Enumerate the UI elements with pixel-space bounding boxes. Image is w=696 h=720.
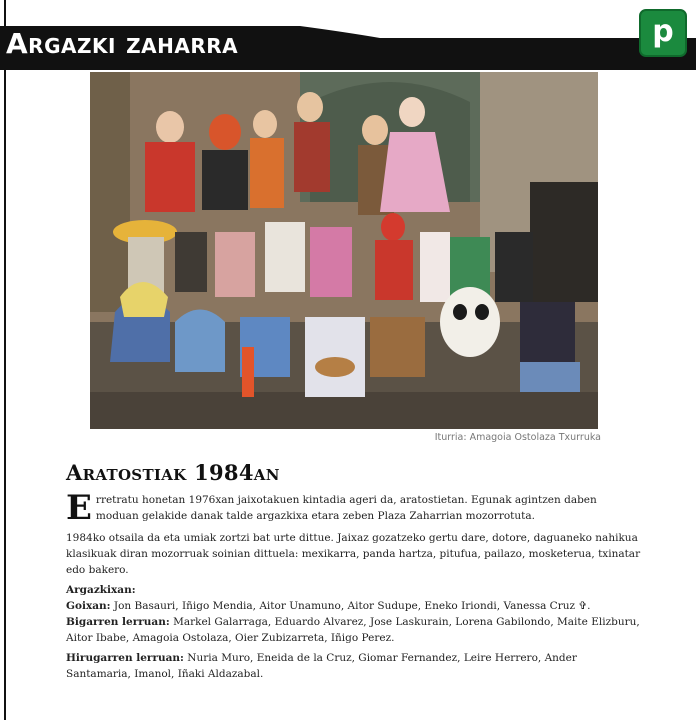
caption-row-1 bbox=[66, 598, 641, 614]
row-label: Hirugarren lerruan: bbox=[66, 652, 184, 664]
page-left-rule bbox=[4, 0, 6, 720]
caption-row-3 bbox=[66, 650, 641, 682]
caption-heading: Argazkixan: bbox=[66, 584, 136, 596]
paragraph-1-text: rretratu honetan 1976xan jaixotakuen kintadia ageri da, aratostietan. Egunak agintzen daben moduan gelakide danak talde argazkixa etara zeben Plaza Zaharrian mozorrotuta. bbox=[95, 494, 597, 522]
row-names: Markel Galarraga, Eduardo Alvarez, Jose Laskurain, Lorena Gabilondo, Maite Elizburu, Aitor Ibabe, Amagoia Ostolaza, Oier Zubizarreta, Iñigo Perez. bbox=[66, 616, 640, 644]
publication-logo bbox=[639, 9, 687, 57]
section-title: Argazki zaharra bbox=[6, 27, 239, 60]
caption-row-2 bbox=[66, 614, 641, 646]
article-title: Aratostiak 1984an bbox=[66, 460, 280, 485]
row-label: Goixan: bbox=[66, 600, 111, 612]
photo-credit: Iturria: Amagoia Ostolaza Txurruka bbox=[434, 432, 601, 443]
caption-block bbox=[66, 582, 641, 614]
logo-letter: p bbox=[652, 14, 674, 49]
photo-illustration bbox=[90, 72, 598, 429]
row-names: Nuria Muro, Eneida de la Cruz, Giomar Fernandez, Leire Herrero, Ander Santamaria, Imanol, Iñaki Aldazabal. bbox=[66, 652, 577, 680]
drop-cap: E bbox=[66, 488, 92, 528]
old-photograph bbox=[90, 72, 598, 429]
row-names: Jon Basauri, Iñigo Mendia, Aitor Unamuno, Aitor Sudupe, Eneko Iriondi, Vanessa Cruz ✞. bbox=[113, 600, 591, 612]
paragraph-2: 1984ko otsaila da eta umiak zortzi bat urte dittue. Jaixaz gozatzeko gertu dare, dotore, daguaneko nahikua klasikuak diran mozorruak soinian dittuela: mexikarra, panda hartza, pitufua, pailazo, mosketerua, txinatar edo bakero. bbox=[66, 532, 641, 576]
paragraph-1 bbox=[66, 488, 641, 528]
row-label: Bigarren lerruan: bbox=[66, 616, 170, 628]
